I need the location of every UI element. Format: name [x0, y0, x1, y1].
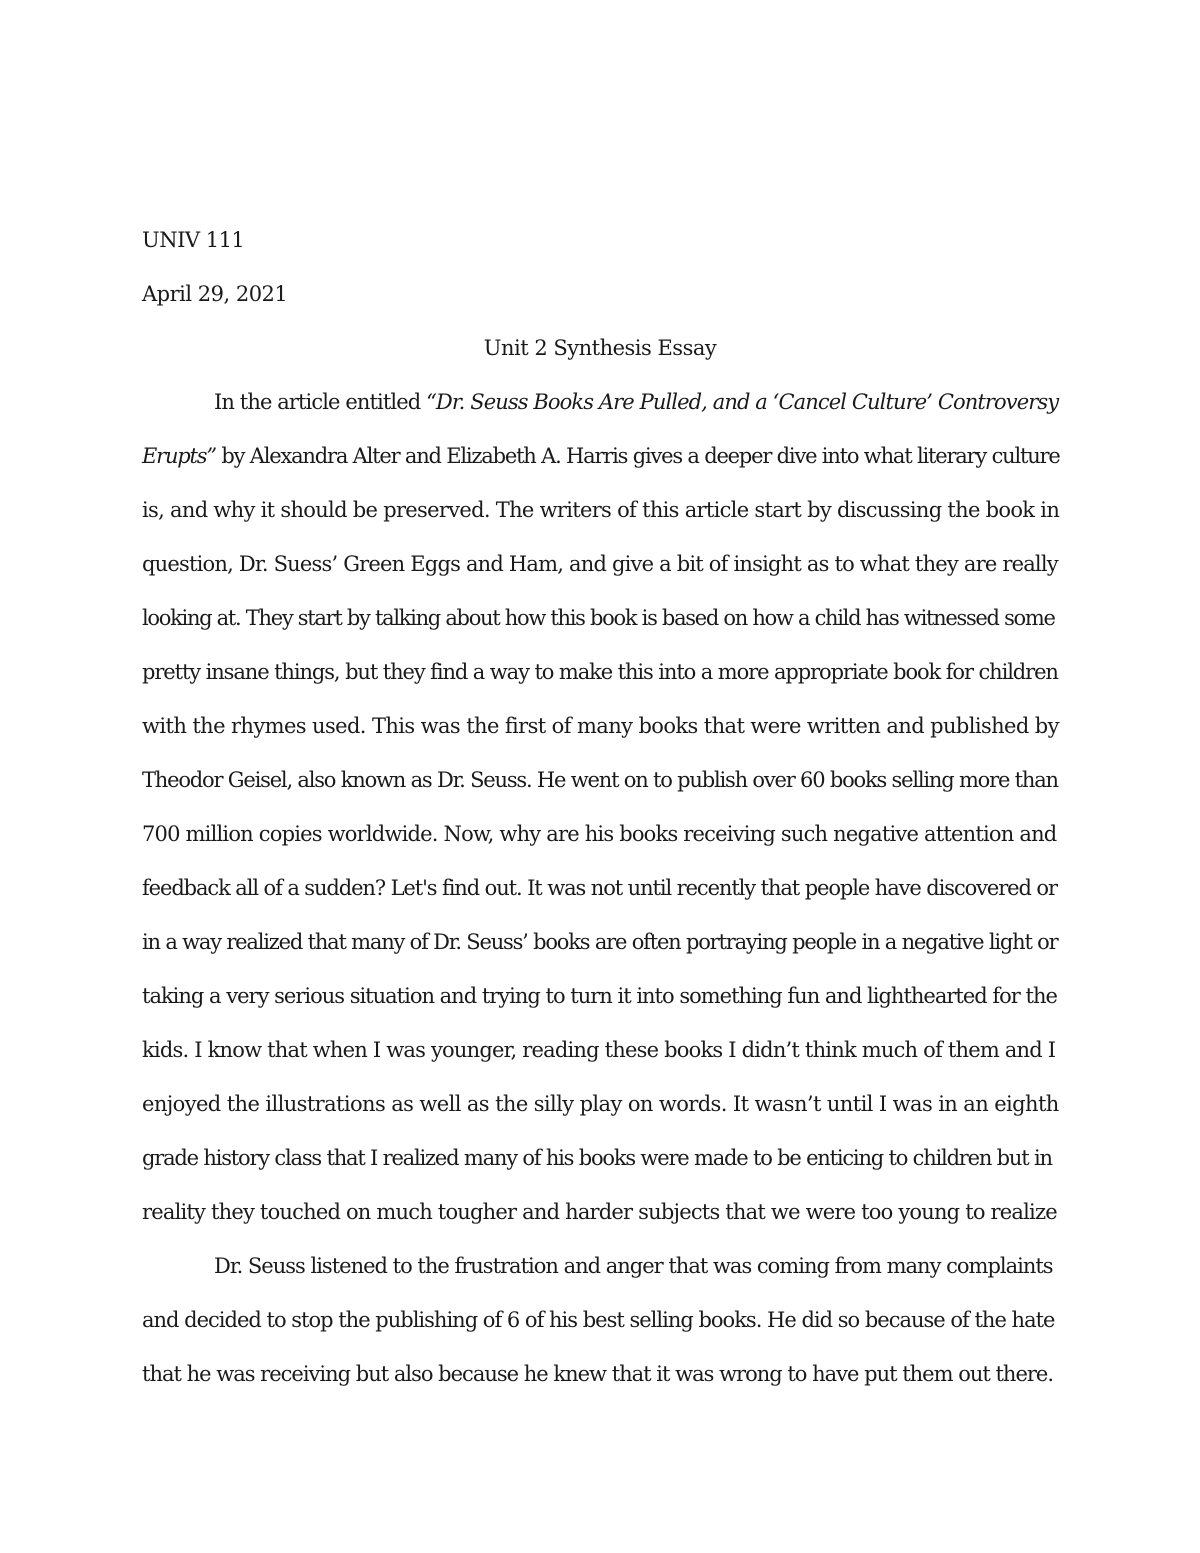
paragraph-line: Dr. Seuss listened to the frustration and anger that was coming from many complaints [214, 1254, 1053, 1278]
text-run: In the article entitled [214, 390, 427, 414]
paragraph-line: feedback all of a sudden? Let's find out. It was not until recently that people have discovered or [142, 876, 1057, 900]
text-run: by Alexandra Alter and Elizabeth A. Harris gives a deeper dive into what literary culture [215, 444, 1060, 468]
essay-date: April 29, 2021 [142, 282, 288, 306]
paragraph-line: Theodor Geisel, also known as Dr. Seuss. He went on to publish over 60 books selling more than [142, 768, 1058, 792]
paragraph-line: kids. I know that when I was younger, reading these books I didn’t think much of them and I [142, 1038, 1056, 1062]
paragraph-line: and decided to stop the publishing of 6 of his best selling books. He did so because of the hate [142, 1308, 1055, 1332]
paragraph-line: with the rhymes used. This was the first of many books that were written and published by [142, 714, 1059, 738]
article-title-italic: “Dr. Seuss Books Are Pulled, and a ‘Cancel Culture’ Controversy [426, 390, 1059, 414]
paragraph-line: enjoyed the illustrations as well as the silly play on words. It wasn’t until I was in an eighth [142, 1092, 1059, 1116]
paragraph-line: is, and why it should be preserved. The writers of this article start by discussing the book in [142, 498, 1060, 522]
essay-title: Unit 2 Synthesis Essay [483, 336, 717, 360]
paragraph-line [214, 390, 1058, 414]
paragraph-line: pretty insane things, but they find a way to make this into a more appropriate book for children [142, 660, 1058, 684]
paragraph-line: taking a very serious situation and trying to turn it into something fun and lighthearted for the [142, 984, 1057, 1008]
paragraph-line: grade history class that I realized many of his books were made to be enticing to children but in [142, 1146, 1052, 1170]
paragraph-line: reality they touched on much tougher and harder subjects that we were too young to realize [142, 1200, 1057, 1224]
article-title-italic: Erupts” [142, 444, 216, 468]
paragraph-line: in a way realized that many of Dr. Seuss’ books are often portraying people in a negative light or [142, 930, 1058, 954]
paragraph-line: looking at. They start by talking about how this book is based on how a child has witnessed some [142, 606, 1055, 630]
paragraph-line: question, Dr. Suess’ Green Eggs and Ham, and give a bit of insight as to what they are really [142, 552, 1058, 576]
paragraph-line: that he was receiving but also because he knew that it was wrong to have put them out there. [142, 1362, 1054, 1386]
paragraph-line [142, 444, 1060, 468]
paragraph-line: 700 million copies worldwide. Now, why are his books receiving such negative attention and [142, 822, 1057, 846]
course-name: UNIV 111 [142, 228, 245, 252]
